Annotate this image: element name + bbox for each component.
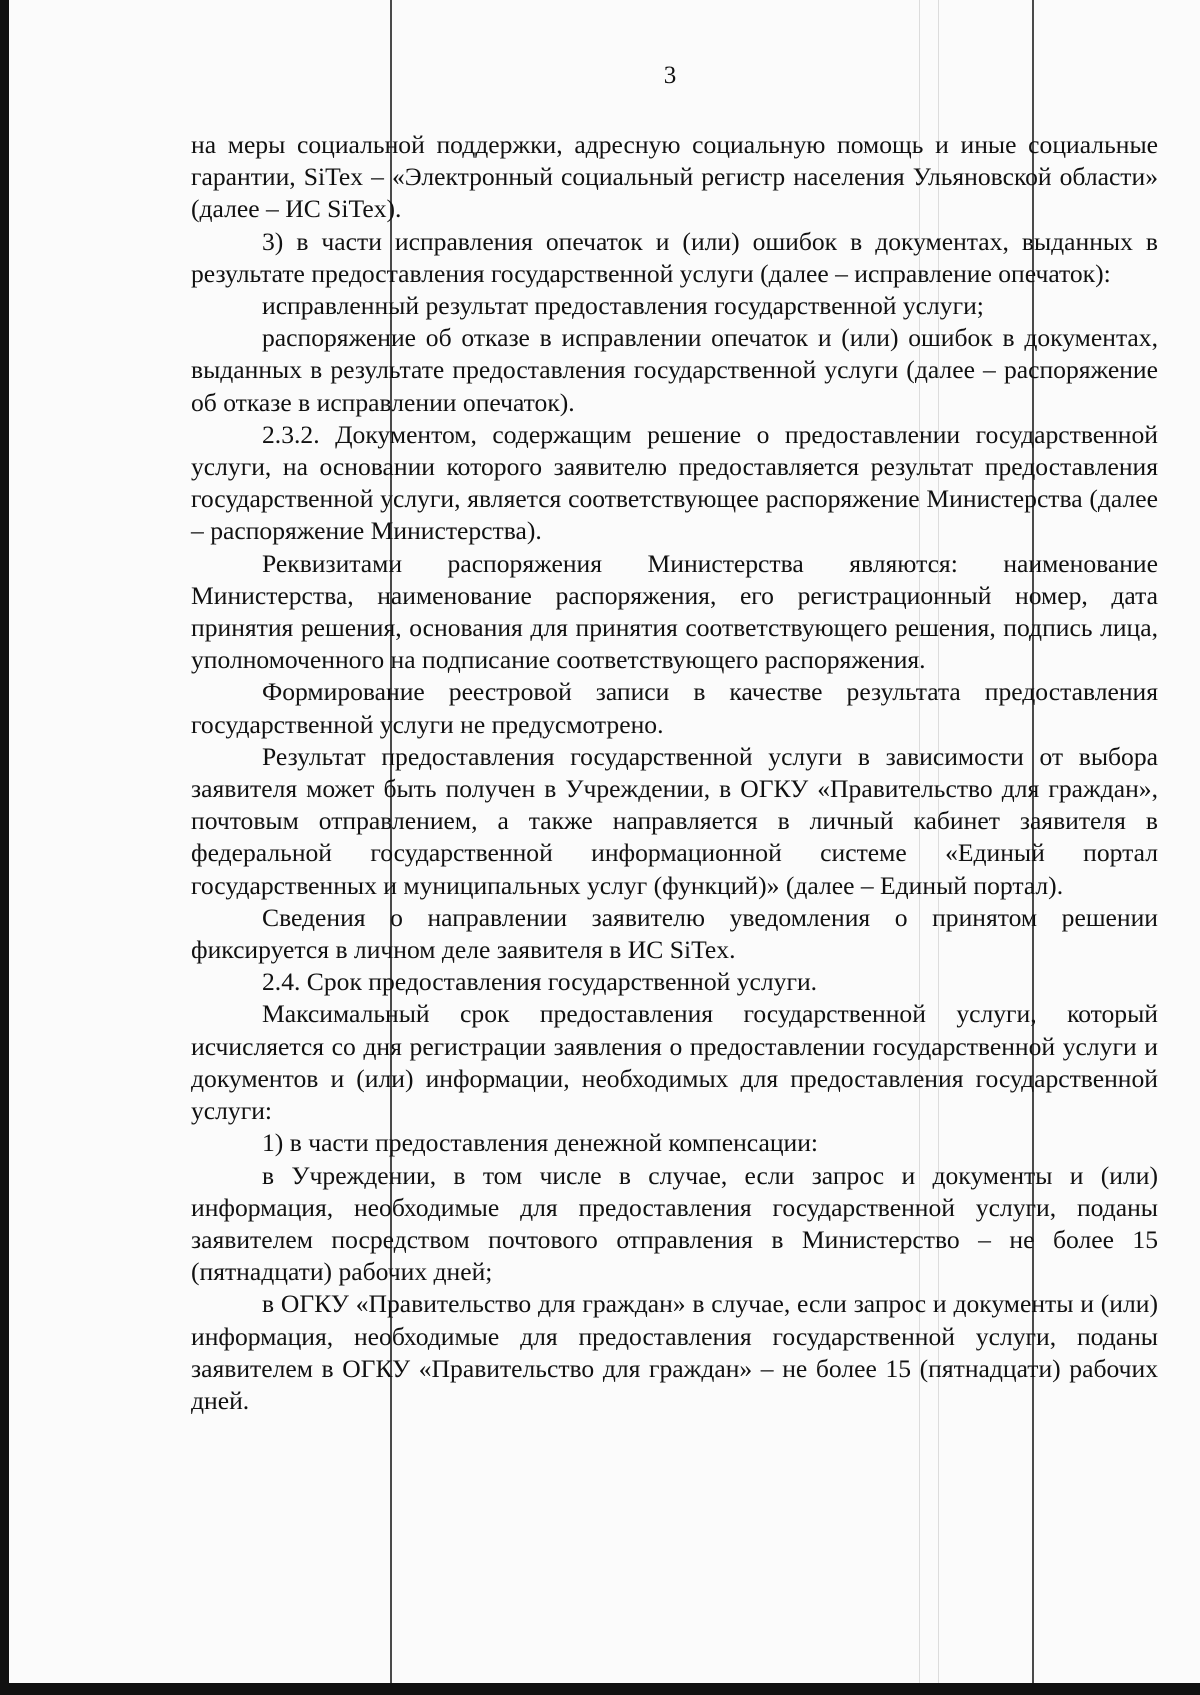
page-number: 3 bbox=[663, 62, 677, 89]
paragraph: в Учреждении, в том числе в случае, если запрос и документы и (или) информация, необходимые для предоставления государственной услуги, поданы заявителем посредством почтового отправления в Министерство – не более 15 (пятнадцати) рабочих дней; bbox=[191, 1160, 1158, 1287]
paragraph: на меры социальной поддержки, адресную социальную помощь и иные социальные гарантии, SiTex – «Электронный социальный регистр населения Ульяновской области» (далее – ИС SiTex). bbox=[191, 130, 1158, 224]
paragraph: 2.3.2. Документом, содержащим решение о предоставлении государственной услуги, на основании которого заявителю предоставляется результат предоставления государственной услуги, является соответствующее распоряжение Министерства (далее – распоряжение Министерства). bbox=[191, 419, 1158, 546]
scan-left-edge bbox=[0, 0, 9, 1683]
scan-bottom-edge bbox=[0, 1683, 1200, 1695]
paragraph: Формирование реестровой записи в качестве результата предоставления государственной услуги не предусмотрено. bbox=[191, 677, 1158, 739]
paragraph: Реквизитами распоряжения Министерства являются: наименование Министерства, наименование распоряжения, его регистрационный номер, дата принятия решения, основания для принятия соответствующего решения, подпись лица, уполномоченного на подписание соответствующего распоряжения. bbox=[191, 548, 1158, 675]
document-body bbox=[191, 129, 1158, 1417]
paragraph: Сведения о направлении заявителю уведомления о принятом решении фиксируется в личном деле заявителя в ИС SiTex. bbox=[191, 902, 1158, 965]
paragraph: исправленный результат предоставления государственной услуги; bbox=[262, 291, 984, 321]
section-heading: 2.4. Срок предоставления государственной услуги. bbox=[262, 967, 818, 997]
paragraph: 1) в части предоставления денежной компенсации: bbox=[262, 1128, 819, 1158]
paragraph: 3) в части исправления опечаток и (или) ошибок в документах, выданных в результате предоставления государственной услуги (далее – исправление опечаток): bbox=[191, 226, 1158, 288]
paragraph: распоряжение об отказе в исправлении опечаток и (или) ошибок в документах, выданных в результате предоставления государственной услуги (далее – распоряжение об отказе в исправлении опечаток). bbox=[191, 323, 1158, 417]
paragraph: Максимальный срок предоставления государственной услуги, который исчисляется со дня регистрации заявления о предоставлении государственной услуги и документов и (или) информации, необходимых для предоставления государственной услуги: bbox=[191, 999, 1158, 1126]
paragraph: в ОГКУ «Правительство для граждан» в случае, если запрос и документы и (или) информация, необходимые для предоставления государственной услуги, поданы заявителем в ОГКУ «Правительство для граждан» – не более 15 (пятнадцати) рабочих дней. bbox=[191, 1289, 1158, 1415]
paragraph: Результат предоставления государственной услуги в зависимости от выбора заявителя может быть получен в Учреждении, в ОГКУ «Правительство для граждан», почтовым отправлением, а также направляется в личный кабинет заявителя в федеральной государственной информационной системе «Единый портал государственных и муниципальных услуг (функций)» (далее – Единый портал). bbox=[191, 741, 1158, 900]
